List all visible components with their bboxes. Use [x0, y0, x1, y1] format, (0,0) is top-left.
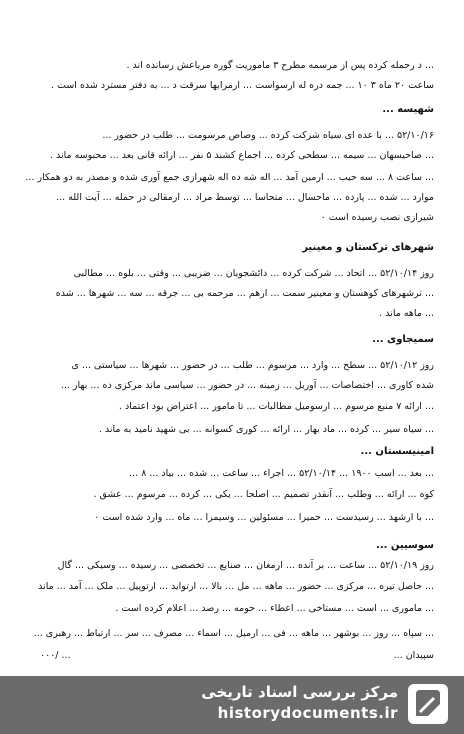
- doc-line: ... حاصل تیره ... مرکزی ... حضور ... ماهه ... مل ... بالا ... ارتواید ... ارتوپیل ... ملک ... آمد ... ماند: [38, 581, 434, 592]
- doc-line: روز ۵۲/۱۰/۱۴ ... اتحاد ... شرکت کرده ... دائشجویان ... ضریبی ... وقتی ... بلوه ... مطالبی: [73, 268, 434, 279]
- doc-line: ... ماموری ... است ... مستاخی ... اعطاء ... حومه ... رصد ... اعلام کرده است .: [115, 603, 434, 614]
- section-heading: شهیسه ...: [382, 104, 434, 115]
- page-mark: ۰۰۰/ ...: [40, 650, 71, 661]
- section-heading: سوسیین ...: [376, 540, 434, 551]
- doc-line: سپیدان ...: [393, 650, 434, 661]
- footer-title: مرکز بررسی اسناد تاریخی: [201, 683, 398, 701]
- doc-line: روز ۵۲/۱۰/۱۹ ... ساعت ... بر آنده ... ارمغان ... صنایع ... تخصصی ... رسیده ... وسیکی ... گال: [57, 560, 434, 571]
- doc-line: ... ترشهرهای کوهستان و معینیر سمت ... ارهم ... مرحمه بی ... جرقه ... سه ... شهرها ... شده: [55, 288, 434, 299]
- doc-line: شیرازی نصب رسیده است ۰: [320, 212, 434, 223]
- section-heading: شهرهای ترکستان و معینیر: [302, 242, 434, 253]
- footer-url[interactable]: historydocuments.ir: [217, 704, 398, 722]
- doc-line: ... سپاه ... روز ... بوشهر ... ماهه ... فی ... ارمیل ... اسماء ... مصرف ... سر ... ارتباط ... رهبری ...: [33, 628, 434, 639]
- doc-line: روز ۵۲/۱۰/۱۲ ... سطح ... وارد ... مرسوم ... طلب ... در حضور ... شهرها ... سیاستی ... ی: [71, 360, 434, 371]
- doc-line: کوه ... ارائه ... وطلب ... آنقدر تصمیم ... اصلحا ... یکی ... کرده ... مرسوم ... عشق .: [93, 489, 434, 500]
- doc-line: ... صاحیسهان ... سیمه ... سطحی کرده ... اجماع کشند ۵ نفر ... ارائه قانی بعد ... محبوسه ماند .: [49, 150, 434, 161]
- doc-line: ... سیاه سیر ... کرده ... ماد بهار ... ارائه ... کوری کسوانه ... بی شهید نامید به ماند .: [98, 424, 434, 435]
- doc-line: ... ماهه ماند .: [379, 308, 434, 319]
- doc-line: ... بعد ... اسب ۱۹۰۰ ... ۵۲/۱۰/۱۴ ... اجراء ... ساعت ... شده ... بیاد ... ۸ ...: [129, 468, 434, 479]
- doc-line: ... ارائه ۷ منبع مرسوم ... ارسومیل مطالبات ... تا مامور ... اعتراض بود اعتماد .: [118, 401, 434, 412]
- section-heading: امینیسستان ...: [360, 446, 434, 457]
- doc-line: ۵۲/۱۰/۱۶ ... با عده ای سیاه شرکت کرده ... وصاص مرسومت ... طلب در حضور ...: [102, 130, 434, 141]
- archive-logo-icon: [406, 682, 450, 726]
- doc-line: ساعت ۲۰ ماه ۳ ۱۰ ... جمه دره له ارسواست ... ارمرابها سرقت د ... به دفتر مسترد شده است .: [50, 80, 434, 91]
- doc-line: موارد ... شده ... پارده ... ماحسال ... متحاسا ... توسط مراد ... ارمقالی در حمله ... آیت الله ...: [56, 192, 434, 203]
- doc-line: ... د رحمله کرده پس از مرسمه مطرح ۳ ماموریت گوره مرباعش رسانده اند .: [126, 60, 434, 71]
- doc-line: ... ساعت ۸ ... سه حیب ... ارمین آمد ... اله شه ده اله شهرازی جمع آوری شده و مصدر به دو همکار ...: [25, 172, 434, 183]
- doc-line: شده کاوری ... اختصاصات ... آوریل ... زمینه ... در حضور ... سیاسی ماند مرکزی ده ... بهار ...: [60, 380, 434, 391]
- section-heading: سمیجاوی ...: [372, 334, 434, 345]
- doc-line: ... با ارشهد ... رسیدست ... حمیرا ... مسئولین ... وسیمرا ... ماه ... وارد شده است ۰: [94, 512, 434, 523]
